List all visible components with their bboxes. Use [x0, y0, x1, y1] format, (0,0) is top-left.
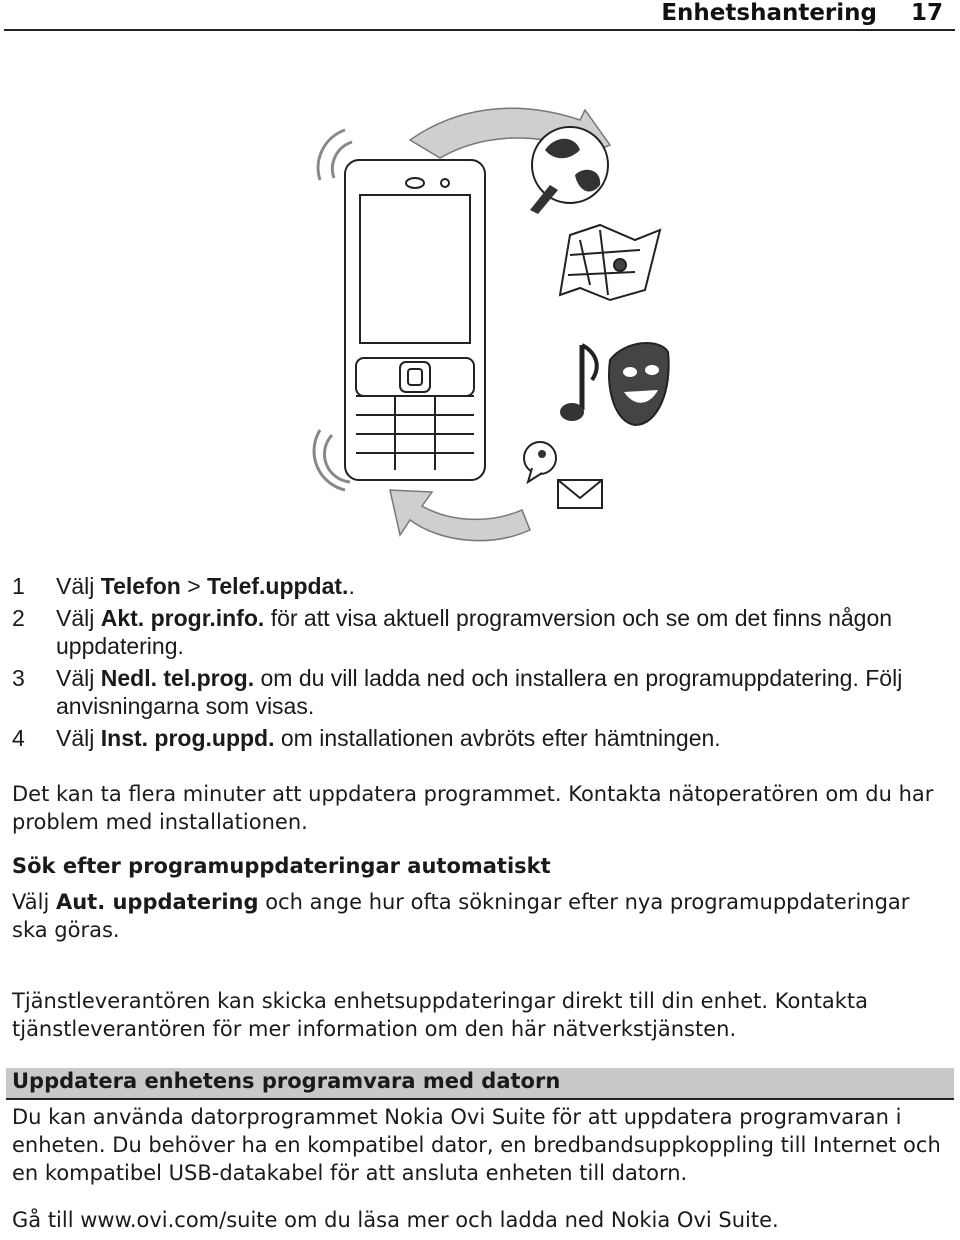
step-1: 1 Välj Telefon > Telef.uppdat.. — [12, 573, 355, 599]
note-paragraph: Det kan ta flera minuter att uppdatera programmet. Kontakta nätoperatören om du har problem med installationen. — [12, 782, 934, 834]
map-icon — [560, 225, 660, 300]
provider-paragraph: Tjänstleverantören kan skicka enhetsuppdateringar direkt till din enhet. Kontakta tjänstleverantören för mer information om den här nätverkstjänsten. — [12, 989, 868, 1041]
auto-update-paragraph: Välj Aut. uppdatering och ange hur ofta sökningar efter nya programuppdateringar ska göras. — [12, 890, 910, 942]
step-2: 2 Välj Akt. progr.info. för att visa aktuell programversion och se om det finns någon uppdatering. — [12, 605, 893, 659]
header-rule — [4, 29, 955, 31]
step-list — [12, 572, 947, 756]
music-theatre-icon — [560, 343, 669, 425]
pc-update-paragraph: Du kan använda datorprogrammet Nokia Ovi Suite för att uppdatera programvaran i enheten. Du behöver ha en kompatibel dator, en bredbandsuppkoppling till Internet och en kompatibel USB-datakabel för att ansluta enheten till datorn. — [12, 1105, 941, 1185]
step-4: 4 Välj Inst. prog.uppd. om installationen avbröts efter hämtningen. — [12, 725, 721, 751]
step-3: 3 Välj Nedl. tel.prog. om du vill ladda ned och installera en programuppdatering. Följ anvisningarna som visas. — [12, 665, 903, 719]
auto-update-heading: Sök efter programuppdateringar automatiskt — [12, 854, 551, 878]
header-title: Enhetshantering — [661, 0, 877, 26]
message-icon — [524, 442, 602, 508]
globe-icon — [530, 127, 608, 214]
pc-update-heading: Uppdatera enhetens programvara med datorn — [12, 1069, 561, 1093]
update-illustration — [290, 90, 690, 550]
page-number: 17 — [910, 0, 943, 26]
ovi-link-paragraph: Gå till www.ovi.com/suite om du läsa mer och ladda ned Nokia Ovi Suite. — [12, 1208, 779, 1232]
bottom-arrow-icon — [390, 490, 530, 541]
phone-icon — [345, 160, 485, 480]
section-heading-bar — [6, 1068, 954, 1100]
page-header — [0, 0, 955, 30]
